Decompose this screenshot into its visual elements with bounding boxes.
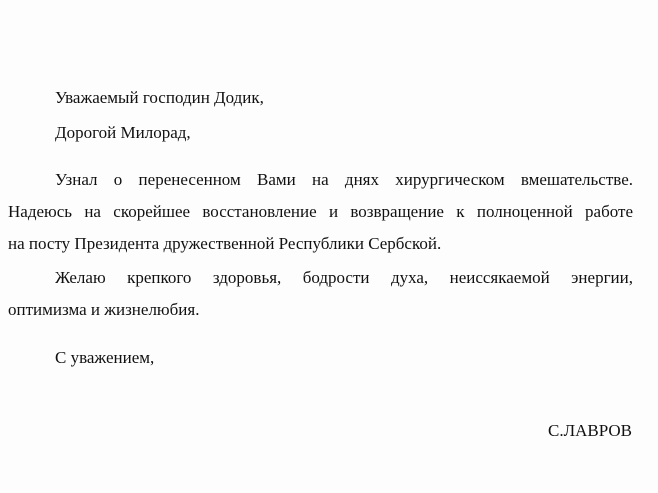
paragraph-1-line-2: Надеюсь на скорейшее восстановление и возвращение к полноценной работе [8, 202, 633, 221]
paragraph-1-line-3: на посту Президента дружественной Республики Сербской. [8, 234, 442, 253]
signature: С.ЛАВРОВ [548, 421, 633, 440]
paragraph-1-line-1: Узнал о перенесенном Вами на днях хирургическом вмешательстве. [55, 170, 633, 189]
salutation-line-2: Дорогой Милорад, [55, 123, 191, 142]
paragraph-2-line-1: Желаю крепкого здоровья, бодрости духа, неиссякаемой энергии, [55, 268, 633, 287]
paragraph-2-line-2: оптимизма и жизнелюбия. [8, 300, 200, 319]
salutation-line-1: Уважаемый господин Додик, [55, 88, 264, 107]
closing-line: С уважением, [55, 348, 155, 367]
